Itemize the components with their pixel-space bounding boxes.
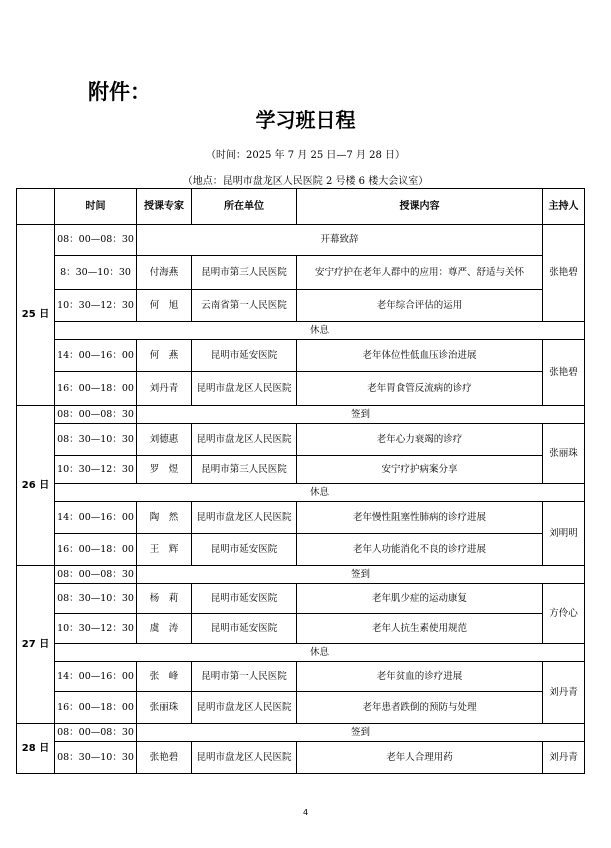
table-row [17, 534, 585, 566]
break-row [17, 644, 585, 662]
content-cell: 安宁疗护在老年人群中的应用：尊严、舒适与关怀 [297, 256, 543, 290]
expert-cell: 陶 然 [137, 502, 192, 534]
unit-cell: 昆明市盘龙区人民医院 [192, 742, 297, 774]
day-cell: 28 日 [17, 724, 55, 774]
unit-cell: 昆明市第一人民医院 [192, 662, 297, 692]
time-cell: 10：30—12：30 [55, 614, 137, 644]
time-cell: 10：30—12：30 [55, 456, 137, 484]
time-cell: 08：00—08：30 [55, 566, 137, 584]
content-cell: 老年贫血的诊疗进展 [297, 662, 543, 692]
host-cell: 方伶心 [543, 584, 585, 644]
page-number: 4 [302, 808, 309, 817]
host-cell: 刘明明 [543, 502, 585, 566]
day-cell: 27 日 [17, 566, 55, 724]
venue: （地点：昆明市盘龙区人民医院 2 号楼 6 楼大会议室） [182, 176, 429, 187]
content-cell: 老年人抗生素使用规范 [297, 614, 543, 644]
table-row [17, 742, 585, 774]
table-row [17, 406, 585, 424]
time-cell: 08：30—10：30 [55, 742, 137, 774]
header-time: 时间 [55, 189, 137, 225]
host-cell: 张艳碧 [543, 340, 585, 406]
time-cell: 16：00—18：00 [55, 372, 137, 406]
header-host: 主持人 [543, 189, 585, 225]
time-cell: 14：00—16：00 [55, 502, 137, 534]
expert-cell: 刘丹青 [137, 372, 192, 406]
time-cell: 08：00—08：30 [55, 225, 137, 256]
expert-cell: 何 旭 [137, 290, 192, 322]
unit-cell: 昆明市延安医院 [192, 534, 297, 566]
content-cell: 老年慢性阻塞性肺病的诊疗进展 [297, 502, 543, 534]
expert-cell: 罗 煜 [137, 456, 192, 484]
unit-cell: 昆明市延安医院 [192, 584, 297, 614]
break-row [17, 484, 585, 502]
table-row [17, 502, 585, 534]
header-content: 授课内容 [297, 189, 543, 225]
unit-cell: 云南省第一人民医院 [192, 290, 297, 322]
page-title: 学习班日程 [255, 108, 356, 132]
table-row [17, 290, 585, 322]
table-row [17, 692, 585, 724]
unit-cell: 昆明市盘龙区人民医院 [192, 692, 297, 724]
event-cell: 签到 [137, 406, 585, 424]
time-range: （时间：2025 年 7 月 25 日—7 月 28 日） [205, 150, 406, 161]
host-cell: 张丽珠 [543, 424, 585, 484]
content-cell: 老年人功能消化不良的诊疗进展 [297, 534, 543, 566]
host-cell: 刘丹青 [543, 742, 585, 774]
event-cell: 签到 [137, 566, 585, 584]
content-cell: 老年体位性低血压诊治进展 [297, 340, 543, 372]
unit-cell: 昆明市盘龙区人民医院 [192, 424, 297, 456]
unit-cell: 昆明市盘龙区人民医院 [192, 502, 297, 534]
time-cell: 14：00—16：00 [55, 340, 137, 372]
table-row [17, 456, 585, 484]
table-row [17, 724, 585, 742]
table-row [17, 584, 585, 614]
time-cell: 08：30—10：30 [55, 424, 137, 456]
break-cell: 休息 [55, 322, 585, 340]
expert-cell: 杨 莉 [137, 584, 192, 614]
unit-cell: 昆明市延安医院 [192, 614, 297, 644]
host-cell: 刘丹青 [543, 662, 585, 724]
table-row [17, 256, 585, 290]
content-cell: 老年心力衰竭的诊疗 [297, 424, 543, 456]
content-cell: 老年人合理用药 [297, 742, 543, 774]
table-header-row [17, 189, 585, 225]
time-cell: 16：00—18：00 [55, 534, 137, 566]
time-cell: 08：00—08：30 [55, 406, 137, 424]
expert-cell: 付海燕 [137, 256, 192, 290]
table-row [17, 662, 585, 692]
table-row [17, 340, 585, 372]
break-cell: 休息 [55, 484, 585, 502]
attachment-label: 附件： [88, 80, 151, 104]
unit-cell: 昆明市第三人民医院 [192, 456, 297, 484]
content-cell: 安宁疗护病案分享 [297, 456, 543, 484]
expert-cell: 张 峰 [137, 662, 192, 692]
host-cell: 张艳碧 [543, 225, 585, 322]
expert-cell: 虞 涛 [137, 614, 192, 644]
expert-cell: 刘德惠 [137, 424, 192, 456]
time-cell: 08：00—08：30 [55, 724, 137, 742]
expert-cell: 王 辉 [137, 534, 192, 566]
time-cell: 16：00—18：00 [55, 692, 137, 724]
break-cell: 休息 [55, 644, 585, 662]
table-row [17, 372, 585, 406]
unit-cell: 昆明市盘龙区人民医院 [192, 372, 297, 406]
time-cell: 10：30—12：30 [55, 290, 137, 322]
table-row [17, 614, 585, 644]
content-cell: 老年肌少症的运动康复 [297, 584, 543, 614]
event-cell: 签到 [137, 724, 585, 742]
unit-cell: 昆明市第三人民医院 [192, 256, 297, 290]
content-cell: 老年患者跌倒的预防与处理 [297, 692, 543, 724]
time-cell: 8：30—10：30 [55, 256, 137, 290]
table-row [17, 225, 585, 256]
time-cell: 08：30—10：30 [55, 584, 137, 614]
expert-cell: 张艳碧 [137, 742, 192, 774]
event-cell: 开幕致辞 [137, 225, 543, 256]
day-cell: 26 日 [17, 406, 55, 566]
time-cell: 14：00—16：00 [55, 662, 137, 692]
header-unit: 所在单位 [192, 189, 297, 225]
unit-cell: 昆明市延安医院 [192, 340, 297, 372]
header-day [17, 189, 55, 225]
table-row [17, 424, 585, 456]
day-cell: 25 日 [17, 225, 55, 406]
content-cell: 老年综合评估的运用 [297, 290, 543, 322]
table-row [17, 566, 585, 584]
content-cell: 老年胃食管反流病的诊疗 [297, 372, 543, 406]
break-row [17, 322, 585, 340]
header-expert: 授课专家 [137, 189, 192, 225]
expert-cell: 何 燕 [137, 340, 192, 372]
expert-cell: 张丽珠 [137, 692, 192, 724]
schedule-table [16, 188, 585, 774]
